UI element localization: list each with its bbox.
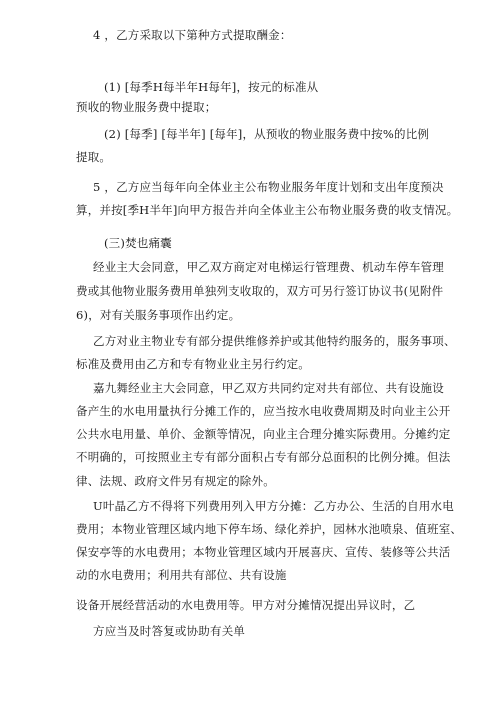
clause-4-option-2: (2) [每季] [每半年] [每年]，从预收的物业服务费中按%的比例 [104,127,430,141]
clause-4-option-1-cont: 预收的物业服务费中提取； [76,100,217,114]
clause-5-line-1: 5 ，乙方应当每年向全体业主公布物业服务年度计划和支出年度预决 [93,180,444,194]
section-heading: (三)焚也痛囊 [104,236,172,250]
paragraph-2-line-2: 标准及费用由乙方和专有物业业主另行约定。 [76,357,310,371]
clause-4-option-2-cont: 提取。 [76,150,112,164]
paragraph-3-line-4: 不明确的，可按照业主专有部分面积占专有部分总面积的比例分摊。但法 [76,450,451,464]
paragraph-1-line-1: 经业主大会同意，甲乙双方商定对电梯运行管理费、机动车停车管理 [93,260,444,274]
paragraph-3-line-1: 嘉九舞经业主大会同意，甲乙双方共同约定对共有部位、共有设施设 [93,381,444,395]
paragraph-2-line-1: 乙方对业主物业专有部分提供维修养护或其他特约服务的，服务事项、 [93,334,456,348]
paragraph-1-line-2: 费或其他物业服务费用单独列支收取的，双方可另行签订协议书(见附件 [76,284,444,298]
paragraph-4-line-6: 方应当及时答复或协助有关单 [93,624,246,638]
paragraph-4-line-4: 动的水电费用；利用共有部位、共有设施 [76,568,287,582]
paragraph-3-line-2: 备产生的水电用量执行分摊工作的，应当按水电收费周期及时向业主公开 [76,404,451,418]
paragraph-1-line-3: 6)，对有关服务事项作出约定。 [76,308,241,322]
paragraph-4-line-1: U叶晶乙方不得将下列费用列入甲方分摊：乙方办公、生活的自用水电 [93,499,454,513]
clause-5-line-2: 算，并按[季H半年]向甲方报告并向全体业主公布物业服务费的收支情况。 [76,203,459,217]
clause-4-heading: 4 ，乙方采取以下第种方式提取酬金： [93,28,292,42]
paragraph-4-line-3: 保安亭等的水电费用；本物业管理区域内开展喜庆、宣传、装修等公共活 [76,545,451,559]
paragraph-4-line-2: 费用；本物业管理区域内地下停车场、绿化养护，园林水池喷泉、值班室、 [76,522,463,536]
paragraph-3-line-5: 律、法规、政府文件另有规定的除外。 [76,474,275,488]
paragraph-3-line-3: 公共水电用量、单价、金额等情况，向业主合理分摊实际费用。分摊约定 [76,427,451,441]
clause-4-option-1: (1) [每季H每半年H每年]，按元的标准从 [104,80,319,94]
paragraph-4-line-5: 设备开展经营活动的水电费用等。甲方对分摊情况提出异议时，乙 [76,598,416,612]
